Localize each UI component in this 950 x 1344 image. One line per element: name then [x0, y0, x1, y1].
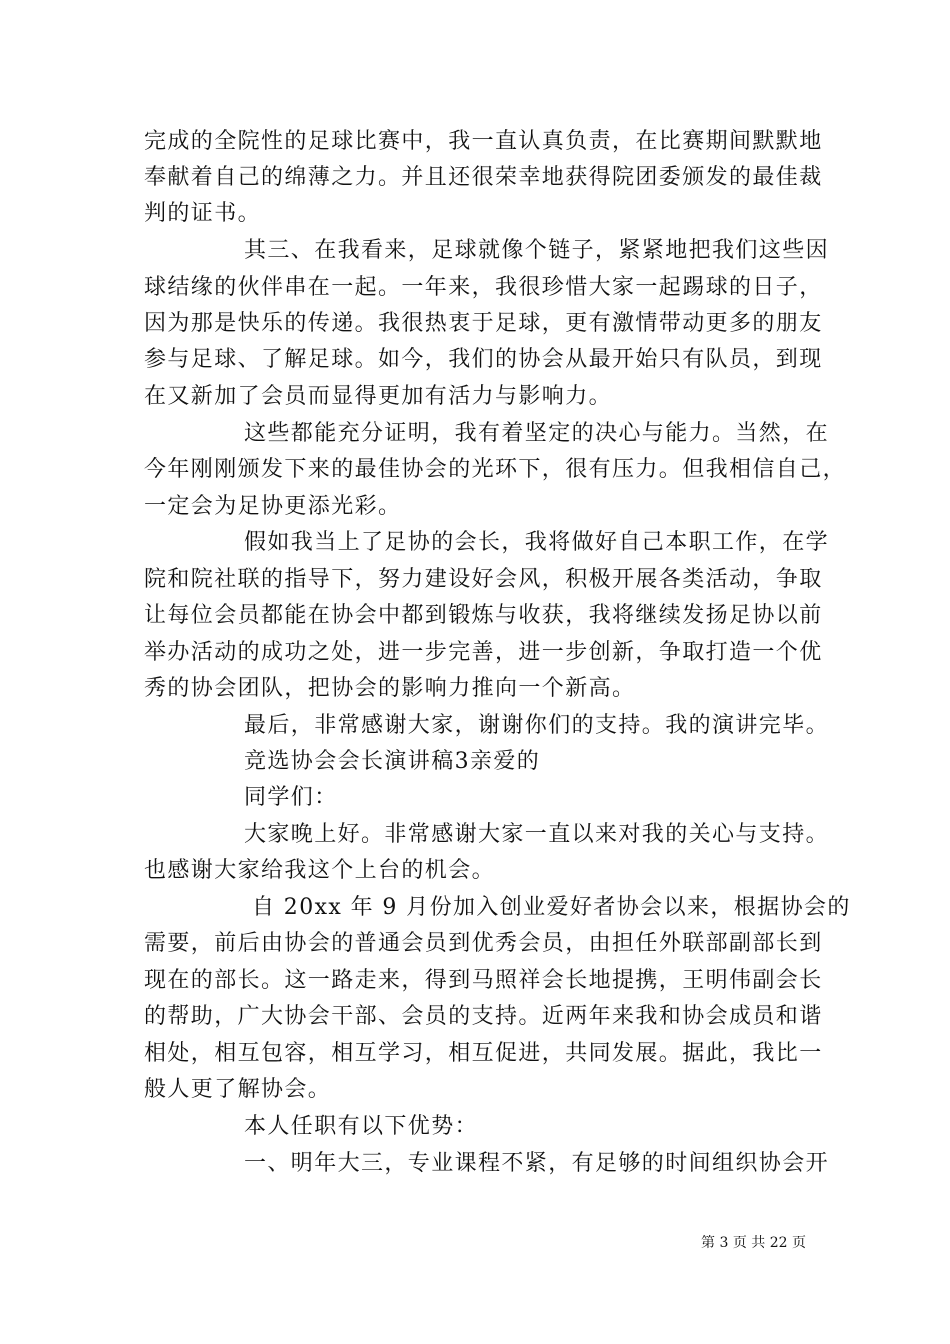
text-line: 参与足球、了解足球。如今，我们的协会从最开始只有队员，到现	[144, 347, 823, 372]
text-line: 现在的部长。这一路走来，得到马照祥会长地提携，王明伟副会长	[144, 968, 823, 993]
text-line: 自 20xx 年 9 月份加入创业爱好者协会以来，根据协会的	[252, 895, 851, 920]
text-line: 同学们：	[244, 785, 338, 810]
text-line: 一定会为足协更添光彩。	[144, 494, 402, 519]
text-line: 在又新加了会员而显得更加有活力与影响力。	[144, 384, 613, 409]
text-line: 也感谢大家给我这个上台的机会。	[144, 858, 496, 883]
text-line: 院和院社联的指导下，努力建设好会风，积极开展各类活动，争取	[144, 567, 823, 592]
text-line: 举办活动的成功之处，进一步完善，进一步创新，争取打造一个优	[144, 640, 823, 665]
text-line: 最后，非常感谢大家，谢谢你们的支持。我的演讲完毕。	[244, 713, 830, 738]
text-line: 因为那是快乐的传递。我很热衷于足球，更有激情带动更多的朋友	[144, 311, 823, 336]
text-line: 其三、在我看来，足球就像个链子，紧紧地把我们这些因	[244, 238, 830, 263]
text-line: 大家晚上好。非常感谢大家一直以来对我的关心与支持。	[244, 822, 830, 847]
text-line: 竞选协会会长演讲稿3亲爱的	[244, 749, 541, 774]
text-line: 今年刚刚颁发下来的最佳协会的光环下，很有压力。但我相信自己，	[144, 457, 847, 482]
text-line: 般人更了解协会。	[144, 1077, 332, 1102]
text-line: 完成的全院性的足球比赛中，我一直认真负责，在比赛期间默默地	[144, 129, 823, 154]
text-line: 一、明年大三，专业课程不紧，有足够的时间组织协会开	[244, 1151, 830, 1176]
text-line: 的帮助，广大协会干部、会员的支持。近两年来我和协会成员和谐	[144, 1004, 823, 1029]
text-line: 奉献着自己的绵薄之力。并且还很荣幸地获得院团委颁发的最佳裁	[144, 165, 823, 190]
text-line: 本人任职有以下优势：	[244, 1114, 479, 1139]
text-line: 相处，相互包容，相互学习，相互促进，共同发展。据此，我比一	[144, 1041, 823, 1066]
text-line: 需要，前后由协会的普通会员到优秀会员，由担任外联部副部长到	[144, 931, 823, 956]
text-line: 判的证书。	[144, 201, 262, 226]
text-line: 这些都能充分证明，我有着坚定的决心与能力。当然，在	[244, 421, 830, 446]
text-line: 球结缘的伙伴串在一起。一年来，我很珍惜大家一起踢球的日子，	[144, 275, 823, 300]
text-line: 让每位会员都能在协会中都到锻炼与收获，我将继续发扬足协以前	[144, 603, 823, 628]
page-footer: 第 3 页 共 22 页	[701, 1235, 806, 1251]
text-line: 假如我当上了足协的会长，我将做好自己本职工作，在学	[244, 530, 830, 555]
text-line: 秀的协会团队，把协会的影响力推向一个新高。	[144, 676, 636, 701]
